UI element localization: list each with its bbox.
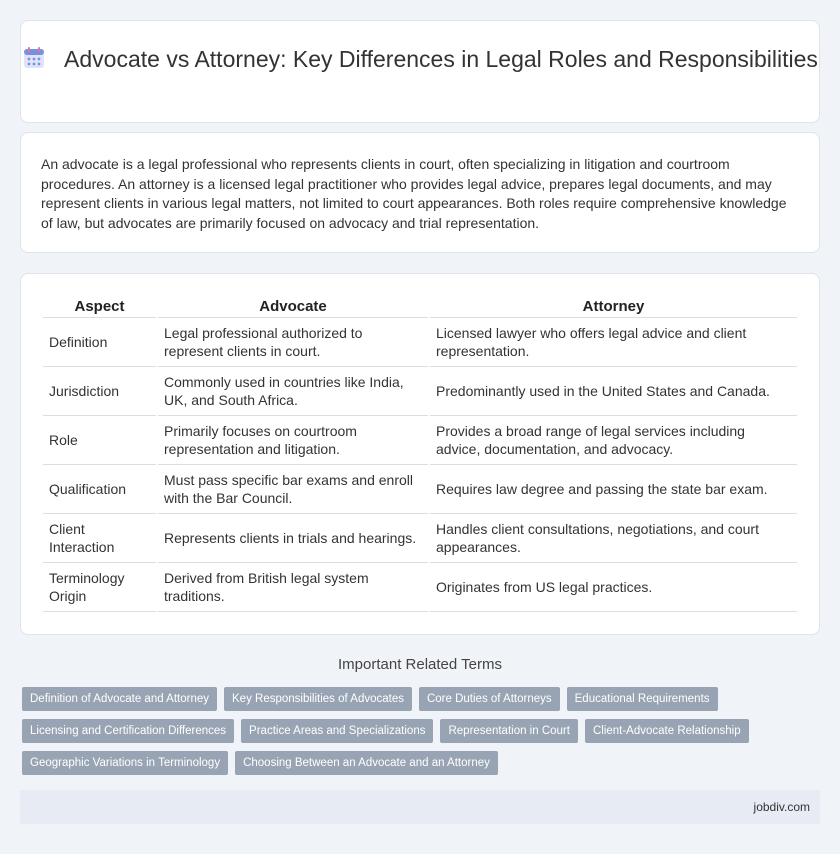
- comparison-table: [41, 296, 799, 612]
- footer-site-link[interactable]: jobdiv.com: [753, 800, 810, 814]
- header-advocate: Advocate: [158, 296, 428, 318]
- cell-attorney: Handles client consultations, negotiations, and court appearances.: [430, 514, 797, 563]
- cell-attorney: Requires law degree and passing the state bar exam.: [430, 465, 797, 514]
- page-title-text: Advocate vs Attorney: Key Differences in Legal Roles and Responsibilities: [64, 46, 818, 72]
- related-term-tag[interactable]: Geographic Variations in Terminology: [22, 751, 228, 775]
- cell-aspect: Jurisdiction: [43, 367, 156, 416]
- cell-advocate: Primarily focuses on courtroom representation and litigation.: [158, 416, 428, 465]
- related-term-tag[interactable]: Core Duties of Attorneys: [419, 687, 560, 711]
- intro-paragraph: An advocate is a legal professional who represents clients in court, often specializing in litigation and courtroom procedures. An attorney is a licensed legal practitioner who provides legal advice, prepares legal documents, and may represent clients in various legal matters, not limited to court appearances. Both roles require comprehensive knowledge of law, but advocates are primarily focused on advocacy and trial representation.: [41, 156, 787, 231]
- cell-advocate: Commonly used in countries like India, UK, and South Africa.: [158, 367, 428, 416]
- table-header-row: [43, 296, 797, 318]
- related-term-tag[interactable]: Choosing Between an Advocate and an Attorney: [235, 751, 498, 775]
- related-term-tag[interactable]: Practice Areas and Specializations: [241, 719, 433, 743]
- related-term-tag[interactable]: Definition of Advocate and Attorney: [22, 687, 217, 711]
- related-term-tag[interactable]: Representation in Court: [440, 719, 577, 743]
- related-term-tag[interactable]: Key Responsibilities of Advocates: [224, 687, 412, 711]
- comparison-card: [20, 273, 820, 635]
- table-row: [43, 514, 797, 563]
- page-title: [21, 45, 819, 74]
- cell-aspect: Definition: [43, 318, 156, 367]
- cell-advocate: Represents clients in trials and hearings.: [158, 514, 428, 563]
- table-row: [43, 465, 797, 514]
- cell-attorney: Licensed lawyer who offers legal advice and client representation.: [430, 318, 797, 367]
- related-terms-list: [22, 687, 802, 775]
- title-card: [20, 20, 820, 123]
- cell-advocate: Derived from British legal system traditions.: [158, 563, 428, 612]
- related-term-tag[interactable]: Client-Advocate Relationship: [585, 719, 749, 743]
- cell-advocate: Must pass specific bar exams and enroll with the Bar Council.: [158, 465, 428, 514]
- cell-attorney: Predominantly used in the United States and Canada.: [430, 367, 797, 416]
- related-terms-title: Important Related Terms: [338, 656, 502, 673]
- cell-attorney: Originates from US legal practices.: [430, 563, 797, 612]
- cell-aspect: Terminology Origin: [43, 563, 156, 612]
- cell-aspect: Role: [43, 416, 156, 465]
- table-row: [43, 416, 797, 465]
- table-row: [43, 563, 797, 612]
- table-row: [43, 367, 797, 416]
- cell-aspect: Client Interaction: [43, 514, 156, 563]
- header-attorney: Attorney: [430, 296, 797, 318]
- header-aspect: Aspect: [43, 296, 156, 318]
- footer: [20, 790, 820, 824]
- intro-card: [20, 132, 820, 253]
- cell-attorney: Provides a broad range of legal services including advice, documentation, and advocacy.: [430, 416, 797, 465]
- related-term-tag[interactable]: Educational Requirements: [567, 687, 718, 711]
- cell-advocate: Legal professional authorized to represent clients in court.: [158, 318, 428, 367]
- table-row: [43, 318, 797, 367]
- related-term-tag[interactable]: Licensing and Certification Differences: [22, 719, 234, 743]
- calendar-icon: [22, 46, 46, 70]
- cell-aspect: Qualification: [43, 465, 156, 514]
